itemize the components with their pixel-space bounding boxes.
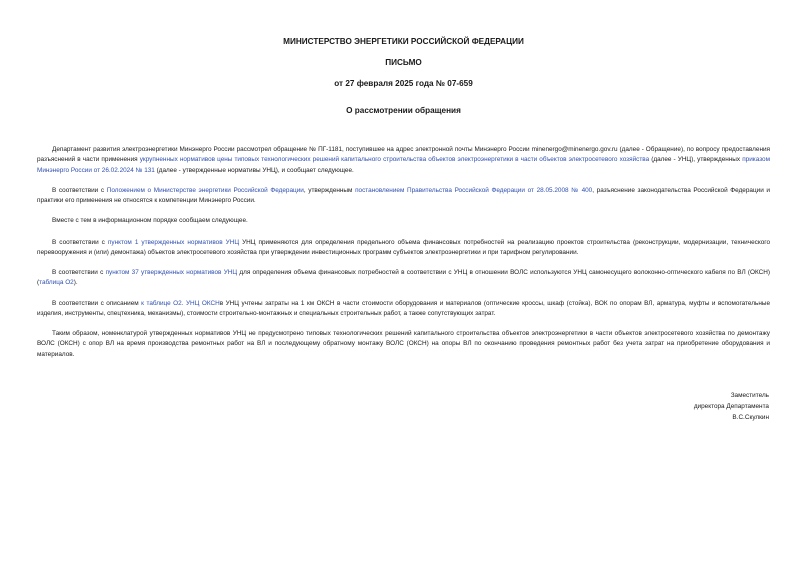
paragraph-4-text-1: В соответствии с xyxy=(52,239,108,246)
paragraph-4 xyxy=(37,238,770,259)
paragraph-6-text-2: в УНЦ учтены затраты на 1 км ОКСН в части стоимости оборудования и материалов (оптические кроссы, шкаф (стойка), ВОК по опорам ВЛ, арматура, муфты и вспомогательные изделия, инструменты, спецтехника, механизмы), стоимости строительно-монтажных и специальных строительных работ, а также сопутствующих затрат. xyxy=(37,300,770,318)
paragraph-1-text-3: (далее - утвержденные нормативы УНЦ), и сообщает следующее. xyxy=(154,166,354,174)
paragraph-7 xyxy=(37,329,770,360)
paragraph-7-text-1: Таким образом, номенклатурой утвержденных нормативов УНЦ не предусмотрено типовых технологических решений капитального строительства объектов электроэнергетики в части объектов электросетевого хозяйства по демонтажу ВОЛС (ОКСН) с опор ВЛ на время производства ремонтных работ на ВЛ и последующему обратному монтажу ВОЛС (ОКСН) на опоры ВЛ по окончанию проведения ремонтных работ без учета затрат на приобретение оборудования и материалов. xyxy=(37,330,770,358)
paragraph-5 xyxy=(37,268,770,289)
link-table-o2-description[interactable]: к таблице О2. УНЦ ОКСН xyxy=(141,300,220,307)
paragraph-6-text-1: В соответствии с описанием xyxy=(52,300,142,307)
paragraph-1 xyxy=(37,145,770,176)
signature-position: Заместитель xyxy=(730,392,769,399)
paragraph-2-text-2: , утвержденным xyxy=(303,187,356,194)
paragraph-5-text-3: ). xyxy=(73,279,78,287)
ministry-title: МИНИСТЕРСТВО ЭНЕРГЕТИКИ РОССИЙСКОЙ ФЕДЕРАЦИИ xyxy=(283,37,524,46)
paragraph-1-text-2: (далее - УНЦ), утвержденных xyxy=(649,156,743,164)
paragraph-3 xyxy=(37,216,770,226)
paragraph-6 xyxy=(37,299,770,320)
link-clause-37[interactable]: пунктом 37 утвержденных нормативов УНЦ xyxy=(105,269,238,276)
link-order-131[interactable]: приказом Минэнерго России от 26.02.2024 № 131 xyxy=(37,156,770,174)
link-ministry-regulation[interactable]: Положением о Министерстве энергетики Российской Федерации xyxy=(106,187,304,194)
link-government-decree-400[interactable]: постановлением Правительства Российской Федерации от 28.05.2008 № 400 xyxy=(355,187,593,194)
signature-name: В.С.Скулкин xyxy=(732,414,769,421)
document-date-number: от 27 февраля 2025 года № 07-659 xyxy=(334,79,473,88)
link-unc-standards[interactable]: укрупненных нормативов цены типовых технологических решений капитального строительства объектов электроэнергетики в части объектов электросетевого хозяйства xyxy=(139,156,650,164)
signature-department: директора Департамента xyxy=(693,403,769,410)
paragraph-2-text-1: В соответствии с xyxy=(52,187,107,194)
paragraph-5-text-2: для определения объема финансовых потребностей в соответствии с УНЦ в отношении ВОЛС используются УНЦ самонесущего волоконно-оптического кабеля по ВЛ (ОКСН) ( xyxy=(37,269,770,287)
paragraph-1-text-1: Департамент развития электроэнергетики Минэнерго России рассмотрел обращение № ПГ-1181, поступившее на адрес электронной почты Минэнерго России minenergo@minenergo.gov.ru (далее - Обращение), по вопросу предоставления разъяснений в части применения xyxy=(37,146,770,164)
link-table-o2[interactable]: таблица О2 xyxy=(39,279,74,287)
paragraph-4-text-2: УНЦ применяются для определения предельного объема финансовых потребностей на реализацию проектов строительства (реконструкции, модернизации, технического перевооружения и (или) демонтажа) объектов электросетевого хозяйства при утверждении инвестиционных программ субъектов электроэнергетики и при тарифном регулировании. xyxy=(37,239,770,257)
paragraph-3-text-1: Вместе с тем в информационном порядке сообщаем следующее. xyxy=(52,217,248,224)
paragraph-2 xyxy=(37,186,770,207)
link-clause-1[interactable]: пунктом 1 утвержденных нормативов УНЦ xyxy=(107,239,240,246)
document-type: ПИСЬМО xyxy=(385,58,422,67)
paragraph-5-text-1: В соответствии с xyxy=(52,269,106,276)
document-subject: О рассмотрении обращения xyxy=(346,106,461,115)
paragraph-2-text-3: , разъяснение законодательства Российской Федерации и практики его применения не относятся к компетенции Минэнерго России. xyxy=(37,187,770,205)
